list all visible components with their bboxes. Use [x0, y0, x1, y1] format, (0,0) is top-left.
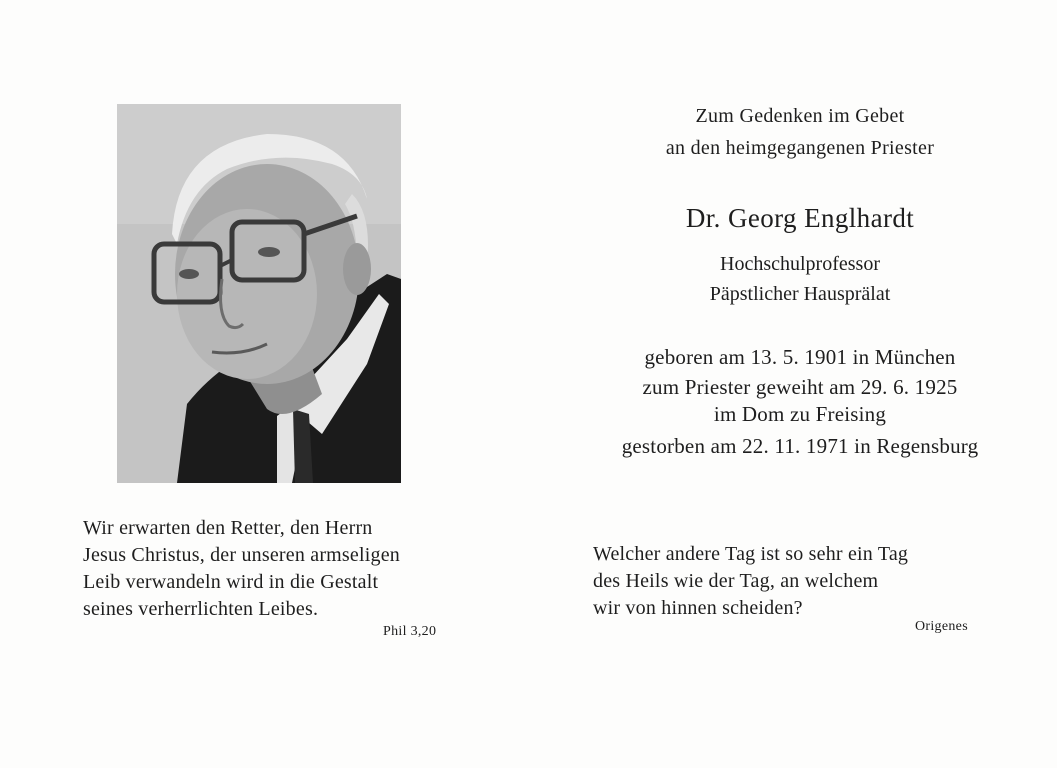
portrait-photo — [117, 104, 401, 483]
person-title-1: Hochschulprofessor — [720, 253, 880, 275]
quote-line: Wir erwarten den Retter, den Herrn — [83, 517, 373, 539]
person-title-2: Päpstlicher Hausprälat — [709, 283, 891, 305]
birth-line: geboren am 13. 5. 1901 in München — [644, 345, 956, 369]
ordination-line: zum Priester geweiht am 29. 6. 1925 — [642, 375, 958, 399]
quote-line: wir von hinnen scheiden? — [593, 597, 803, 619]
scripture-quote — [83, 515, 400, 623]
quote-line: des Heils wie der Tag, an welchem — [593, 570, 879, 592]
quote-line: seines verherrlichten Leibes. — [83, 598, 319, 620]
origenes-quote — [593, 541, 908, 622]
quote-line: Welcher andere Tag ist so sehr ein Tag — [593, 543, 909, 565]
heading-line-2: an den heimgegangenen Priester — [665, 137, 935, 159]
death-line: gestorben am 22. 11. 1971 in Regensburg — [621, 434, 979, 458]
scripture-source: Phil 3,20 — [383, 624, 437, 639]
ordination-place-line: im Dom zu Freising — [713, 402, 887, 426]
person-name: Dr. Georg Englhardt — [685, 203, 915, 233]
quote-source: Origenes — [915, 619, 968, 634]
heading-line-1: Zum Gedenken im Gebet — [695, 105, 905, 127]
quote-line: Jesus Christus, der unseren armseligen — [83, 544, 400, 566]
quote-line: Leib verwandeln wird in die Gestalt — [83, 571, 379, 593]
